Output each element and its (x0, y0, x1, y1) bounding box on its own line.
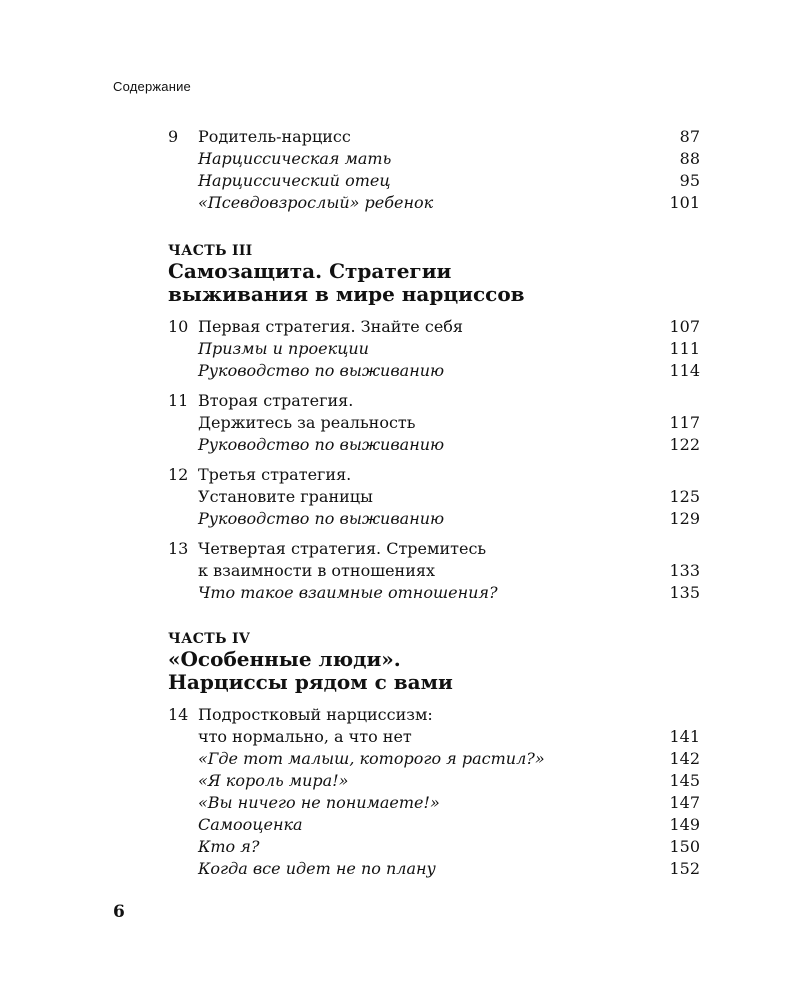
table-of-contents (168, 126, 700, 880)
toc-chapter-13-continued[interactable] (168, 560, 700, 582)
chapter-title: к взаимности в отношениях (198, 561, 435, 580)
chapter-title: Четвертая стратегия. Стремитесь (198, 539, 487, 558)
chapter-number: 11 (168, 391, 189, 410)
toc-chapter-10[interactable] (168, 316, 700, 338)
subsection-title: «Псевдовзрослый» ребенок (198, 193, 434, 212)
page-number: 150 (669, 837, 700, 856)
toc-subsection[interactable] (168, 836, 700, 858)
chapter-number: 12 (168, 465, 189, 484)
subsection-title: «Я король мира!» (198, 771, 349, 790)
toc-chapter-11[interactable] (168, 390, 700, 412)
page-number: 142 (669, 749, 700, 768)
toc-subsection[interactable] (168, 582, 700, 604)
subsection-title: Руководство по выживанию (198, 509, 445, 528)
page-number: 117 (669, 413, 700, 432)
toc-chapter-12[interactable] (168, 464, 700, 486)
chapter-title: Подростковый нарциссизм: (198, 705, 433, 724)
page-number: 147 (669, 793, 700, 812)
running-head: Содержание (113, 79, 191, 94)
subsection-title: Что такое взаимные отношения? (198, 583, 498, 602)
subsection-title: «Вы ничего не понимаете!» (198, 793, 440, 812)
toc-chapter-13[interactable] (168, 538, 700, 560)
chapter-number: 13 (168, 539, 189, 558)
page-number: 133 (669, 561, 700, 580)
chapter-title: Вторая стратегия. (198, 391, 354, 410)
subsection-title: Призмы и проекции (198, 339, 369, 358)
toc-subsection[interactable] (168, 360, 700, 382)
page-number: 107 (669, 317, 700, 336)
chapter-title: что нормально, а что нет (198, 727, 412, 746)
toc-subsection[interactable] (168, 508, 700, 530)
toc-chapter-11-continued[interactable] (168, 412, 700, 434)
toc-subsection[interactable] (168, 434, 700, 456)
page-number: 111 (669, 339, 700, 358)
toc-chapter-12-continued[interactable] (168, 486, 700, 508)
chapter-title: Третья стратегия. (198, 465, 352, 484)
page-number: 129 (669, 509, 700, 528)
subsection-title: «Где тот малыш, которого я растил?» (198, 749, 545, 768)
toc-subsection[interactable] (168, 338, 700, 360)
subsection-title: Нарциссический отец (198, 171, 391, 190)
page-number: 149 (669, 815, 700, 834)
toc-subsection[interactable] (168, 148, 700, 170)
toc-subsection[interactable] (168, 170, 700, 192)
page-number: 101 (669, 193, 700, 212)
part-title: Нарциссы рядом с вами (168, 670, 453, 694)
page-folio: 6 (113, 902, 125, 922)
toc-chapter-14-continued[interactable] (168, 726, 700, 748)
page-number: 114 (669, 361, 700, 380)
subsection-title: Руководство по выживанию (198, 361, 445, 380)
page-number: 125 (669, 487, 700, 506)
chapter-title: Держитесь за реальность (198, 413, 416, 432)
chapter-number: 14 (168, 705, 189, 724)
subsection-title: Руководство по выживанию (198, 435, 445, 454)
part-title: «Особенные люди». (168, 647, 401, 671)
page-number: 145 (669, 771, 700, 790)
toc-subsection[interactable] (168, 792, 700, 814)
toc-subsection[interactable] (168, 858, 700, 880)
chapter-title: Родитель-нарцисс (198, 127, 351, 146)
page-number: 95 (679, 171, 700, 190)
page-number: 88 (679, 149, 700, 168)
subsection-title: Когда все идет не по плану (198, 859, 436, 878)
part-title: Самозащита. Стратегии (168, 259, 452, 283)
page-number: 141 (669, 727, 700, 746)
part-label: ЧАСТЬ III (168, 243, 253, 259)
part-title: выживания в мире нарциссов (168, 282, 525, 306)
chapter-title: Установите границы (198, 487, 373, 506)
toc-subsection[interactable] (168, 814, 700, 836)
page-number: 87 (679, 127, 700, 146)
toc-subsection[interactable] (168, 770, 700, 792)
subsection-title: Нарциссическая мать (198, 149, 392, 168)
toc-subsection[interactable] (168, 192, 700, 214)
chapter-number: 10 (168, 317, 189, 336)
page-number: 152 (669, 859, 700, 878)
chapter-title: Первая стратегия. Знайте себя (198, 317, 464, 336)
page-number: 135 (669, 583, 700, 602)
toc-chapter-9[interactable] (168, 126, 700, 148)
chapter-number: 9 (168, 127, 179, 146)
subsection-title: Кто я? (198, 837, 260, 856)
page-number: 122 (669, 435, 700, 454)
toc-subsection[interactable] (168, 748, 700, 770)
part-label: ЧАСТЬ IV (168, 631, 250, 647)
toc-chapter-14[interactable] (168, 704, 700, 726)
subsection-title: Самооценка (198, 815, 303, 834)
